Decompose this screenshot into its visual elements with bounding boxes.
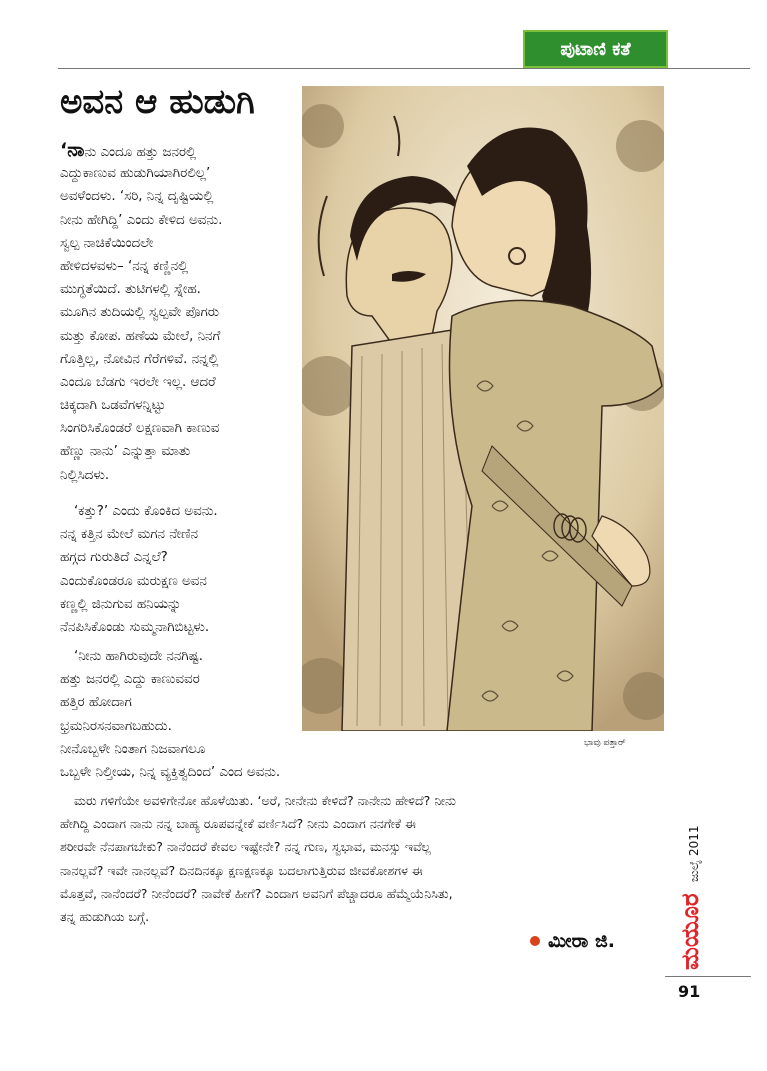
text-line: ಗೊತ್ತಿಲ್ಲ, ನೋವಿನ ಗೆರೆಗಳಿವೆ. ನನ್ನಲ್ಲಿ: [60, 351, 219, 367]
story-paragraph-4: [60, 789, 456, 928]
dropcap: ‘ನಾ: [60, 139, 85, 161]
page-number: 91: [678, 982, 701, 1001]
text-line: ಒಬ್ಬಳೇ ನಿಲ್ತೀಯ, ನಿನ್ನ ವ್ಯಕ್ತಿತ್ವದಿಂದ’ ಎಂದ ಅವನು.: [60, 764, 281, 780]
text-line: ಹೇಳಿದಳವಳು– ‘ನನ್ನ ಕಣ್ಣಿನಲ್ಲಿ: [60, 258, 189, 274]
text-line: ಎದ್ದುಕಾಣುವ ಹುಡುಗಿಯಾಗಿರಲಿಲ್ಲ’: [60, 166, 211, 182]
masthead-name: ಮಯೂರ: [676, 893, 704, 970]
top-rule: [58, 68, 750, 69]
story-illustration: [302, 86, 664, 731]
section-tag: [523, 30, 668, 68]
text-line: ಹೇಗಿದ್ದಿ ಎಂದಾಗ ನಾನು ನನ್ನ ಬಾಹ್ಯ ರೂಪವನ್ನೇಕೆ ವರ್ಣಿಸಿದೆ? ನೀನು ಎಂದಾಗ ನನಗೇಕೆ ಈ: [60, 816, 416, 832]
text-line: ಭ್ರಮನಿರಸನವಾಗಬಹುದು.: [60, 718, 172, 734]
text-line: ಅವಳೆಂದಳು. ‘ಸರಿ, ನಿನ್ನ ದೃಷ್ಟಿಯಲ್ಲಿ: [60, 189, 214, 205]
text-line: ಮತ್ತು ಕೋಪ. ಹಣೆಯ ಮೇಲೆ, ನಿನಗೆ: [60, 328, 221, 344]
text-line: ಮರು ಗಳಿಗೆಯೇ ಅವಳಿಗೇನೋ ಹೊಳೆಯಿತು. ‘ಅರೆ, ನೀನೇನು ಕೇಳಿದೆ? ನಾನೇನು ಹೇಳಿದೆ? ನೀನು: [74, 793, 456, 808]
story-paragraph-2: [60, 500, 218, 639]
text-line: ಶರೀರವೇ ನೆನಪಾಗಬೇಕು? ನಾನೆಂದರೆ ಕೇವಲ ಇಷ್ಟೇನೇ? ನನ್ನ ಗುಣ, ಸ್ವಭಾವ, ಮನಸ್ಸು ಇವೆಲ್ಲ: [60, 839, 431, 855]
section-tag-label: ಪುಟಾಣಿ ಕತೆ: [560, 38, 631, 60]
text-line: ನೀನೊಬ್ಬಳೇ ನಿಂತಾಗ ನಿಜವಾಗಲೂ: [60, 741, 206, 757]
bullet-icon: [530, 936, 540, 946]
story-paragraph-1: [60, 139, 222, 487]
text-line: ನನ್ನ ಕತ್ತಿನ ಮೇಲೆ ಮಗನ ನೇಣಿನ: [60, 527, 198, 543]
text-line: ಸಿಂಗರಿಸಿಕೊಂಡರೆ ಲಕ್ಷಣವಾಗಿ ಕಾಣುವ: [60, 421, 220, 437]
text-line: ಹೆಣ್ಣು ನಾನು’ ಎನ್ನುತ್ತಾ ಮಾತು: [60, 444, 191, 460]
text-line: ಚಿಕ್ಕದಾಗಿ ಒಡವೆಗಳನ್ನಿಟ್ಟು: [60, 398, 166, 414]
text-line: ಕಣ್ಣಲ್ಲಿ ಜಿನುಗುವ ಹನಿಯನ್ನು: [60, 596, 182, 612]
text-line: ಹತ್ತಿರ ಹೋದಾಗ: [60, 695, 132, 711]
text-line: ತನ್ನ ಹುಡುಗಿಯ ಬಗ್ಗೆ.: [60, 908, 150, 924]
magazine-masthead: [672, 800, 706, 972]
text-line: ನೆನಪಿಸಿಕೊಂಡು ಸುಮ್ಮನಾಗಿಬಿಟ್ಟಳು.: [60, 619, 210, 635]
masthead-issue: ಜುಲೈ 2011: [687, 825, 701, 882]
text-line: ಹಗ್ಗದ ಗುರುತಿದೆ ಎನ್ನಲೆ?: [60, 550, 168, 566]
text-line: ಎಂದೂ ಬೆಡಗು ಇರಲೇ ಇಲ್ಲ. ಆದರೆ: [60, 374, 216, 390]
text-line: ಹತ್ತು ಜನರಲ್ಲಿ ಎದ್ದು ಕಾಣುವವರ: [60, 672, 200, 688]
text-line: ನಾನಲ್ಲವೆ? ಇವೇ ನಾನಲ್ಲವೆ? ದಿನದಿನಕ್ಕೂ ಕ್ಷಣಕ್ಷಣಕ್ಕೂ ಬದಲಾಗುತ್ತಿರುವ ಜೀವಕೋಶಗಳ ಈ: [60, 862, 423, 878]
author-byline: [530, 930, 615, 952]
text-line: ನಿಲ್ಲಿಸಿದಳು.: [60, 467, 110, 483]
bottom-rule: [665, 976, 751, 977]
author-name: ಮೀರಾ ಜಿ.: [548, 930, 615, 952]
text-line: ಮೂಗಿನ ತುದಿಯಲ್ಲಿ ಸ್ವಲ್ಪವೇ ಪೊಗರು: [60, 305, 220, 321]
illustration-credit: ಭಾವು ಪತ್ತಾರ್: [584, 738, 626, 748]
text-line: ಮೊತ್ತವೆ, ನಾನೆಂದರೆ? ನೀನೆಂದರೆ? ನಾವೇಕೆ ಹೀಗೆ? ಎಂದಾಗ ಅವನಿಗೆ ಪೆಚ್ಚಾದರೂ ಹೆಮ್ಮೆಯೆನಿಸಿತು,: [60, 885, 453, 901]
text-line: ‘ನೀನು ಹಾಗಿರುವುದೇ ನನಗಿಷ್ಟ.: [74, 649, 203, 664]
text-line: ಮುಗ್ಧತೆಯಿದೆ. ತುಟಿಗಳಲ್ಲಿ ಸ್ನೇಹ.: [60, 282, 201, 298]
text-line: ‘ನಾನು ಎಂದೂ ಹತ್ತು ಜನರಲ್ಲಿ: [60, 139, 197, 161]
story-title: ಅವನ ಆ ಹುಡುಗಿ: [60, 82, 255, 122]
text-line: ಎಂದುಕೊಂಡರೂ ಮರುಕ್ಷಣ ಅವನ: [60, 573, 207, 589]
text-line: ಸ್ವಲ್ಪ ನಾಚಿಕೆಯಿಂದಲೇ: [60, 235, 154, 251]
story-paragraph-3: [60, 645, 280, 784]
text-line: ‘ಕತ್ತು?’ ಎಂದು ಕೊಂಕಿದ ಅವನು.: [74, 504, 218, 519]
text-line: ನೀನು ಹೇಗಿದ್ದಿ’ ಎಂದು ಕೇಳಿದ ಅವನು.: [60, 212, 223, 228]
